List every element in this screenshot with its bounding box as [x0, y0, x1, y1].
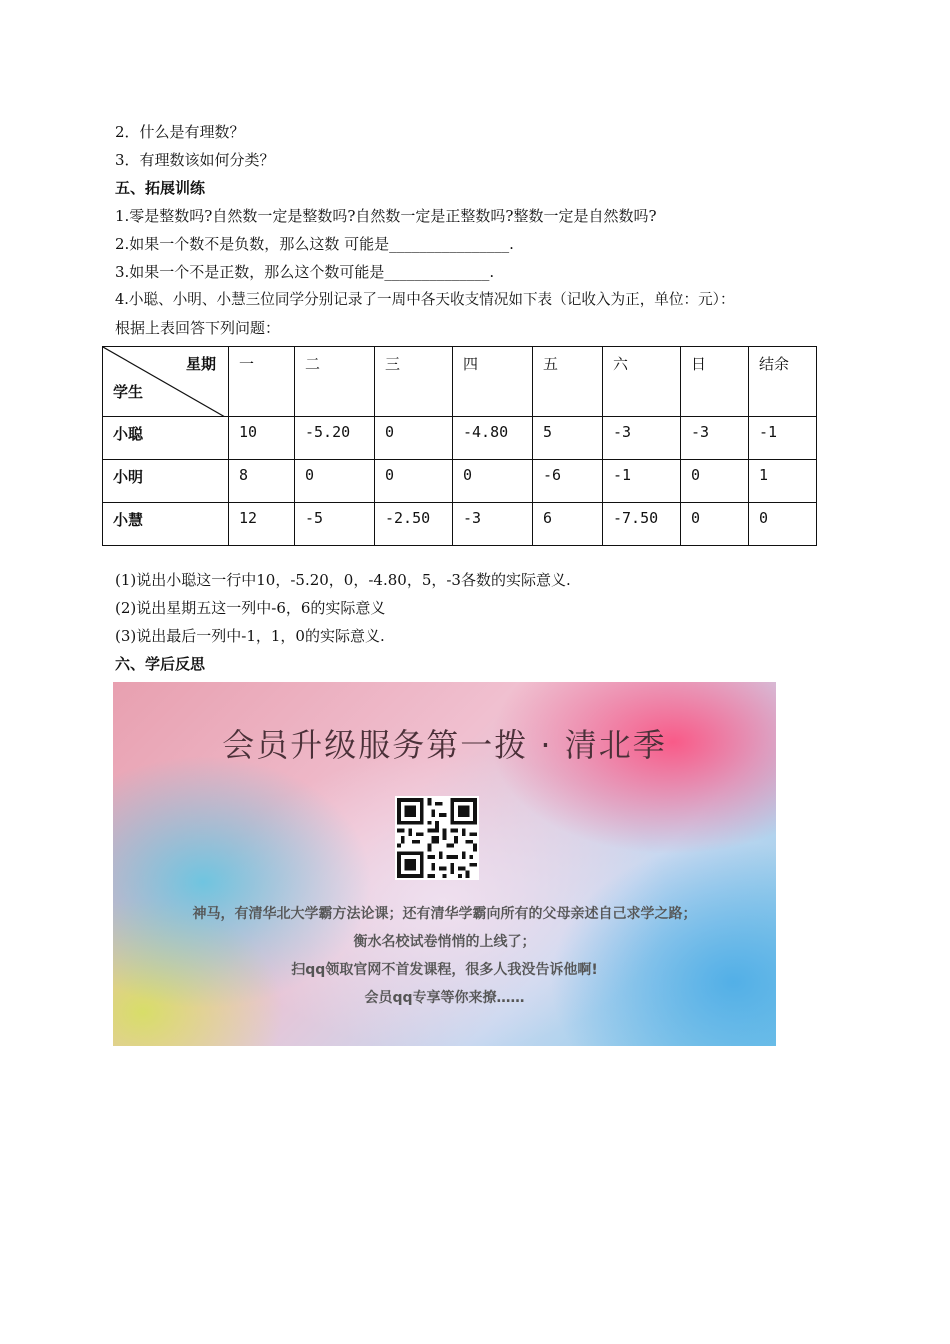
banner-title: 会员升级服务第一拨 · 清北季: [222, 726, 667, 764]
table-cell: 1: [749, 460, 817, 503]
table-row: [103, 460, 817, 503]
question-3: 3．有理数该如何分类？: [115, 151, 275, 169]
header-wed: 三: [375, 347, 453, 417]
table-cell: 6: [533, 503, 603, 546]
table-cell: 10: [229, 417, 295, 460]
exercise-2: 2.如果一个数不是负数，那么这数 可能是________________.: [115, 235, 514, 253]
table-cell: -5: [295, 503, 375, 546]
qr-code-icon[interactable]: [395, 796, 479, 880]
banner-line-2: 衡水名校试卷悄悄的上线了；: [353, 934, 536, 950]
exercise-4: 4.小聪、小明、小慧三位同学分别记录了一周中各天收支情况如下表（记收入为正，单位：元）：: [115, 291, 735, 308]
header-sat: 六: [603, 347, 681, 417]
table-cell: -3: [681, 417, 749, 460]
header-mon: 一: [229, 347, 295, 417]
table-cell: -1: [749, 417, 817, 460]
table-row: [103, 417, 817, 460]
table-cell: -5.20: [295, 417, 375, 460]
table-cell: -6: [533, 460, 603, 503]
table-cell: 5: [533, 417, 603, 460]
sub-question-1: (1)说出小聪这一行中10，-5.20，0，-4.80，5，-3各数的实际意义.: [115, 571, 571, 589]
header-balance: 结余: [749, 347, 817, 417]
table-cell: -2.50: [375, 503, 453, 546]
table-cell: 8: [229, 460, 295, 503]
table-cell: 12: [229, 503, 295, 546]
table-cell: -7.50: [603, 503, 681, 546]
table-cell: 0: [375, 460, 453, 503]
table-cell: 0: [749, 503, 817, 546]
header-tue: 二: [295, 347, 375, 417]
table-cell: -4.80: [453, 417, 533, 460]
table-cell: 0: [295, 460, 375, 503]
header-fri: 五: [533, 347, 603, 417]
header-thu: 四: [453, 347, 533, 417]
table-cell: 0: [681, 460, 749, 503]
header-sun: 日: [681, 347, 749, 417]
question-2: 2．什么是有理数？: [115, 123, 245, 141]
table-cell: -1: [603, 460, 681, 503]
table-row: [103, 503, 817, 546]
exercise-1: 1.零是整数吗?自然数一定是整数吗?自然数一定是正整数吗?整数一定是自然数吗?: [115, 207, 657, 225]
section-6-heading: 六、学后反思: [115, 655, 206, 673]
section-5-heading: 五、拓展训练: [115, 179, 206, 197]
banner-line-3: 扫qq领取官网不首发课程，很多人我没告诉他啊!: [291, 962, 598, 978]
table-cell: -3: [603, 417, 681, 460]
table-cell: 0: [681, 503, 749, 546]
table-intro: 根据上表回答下列问题：: [115, 319, 281, 337]
student-name: 小明: [103, 460, 229, 503]
student-name: 小慧: [103, 503, 229, 546]
sub-question-3: (3)说出最后一列中-1，1，0的实际意义.: [115, 627, 385, 645]
banner-line-4: 会员qq专享等你来撩……: [364, 990, 525, 1006]
corner-weekday-label: 星期: [185, 355, 216, 373]
exercise-3: 3.如果一个不是正数，那么这个数可能是______________.: [115, 263, 495, 281]
corner-student-label: 学生: [113, 383, 144, 401]
banner-line-1: 神马，有清华北大学霸方法论课；还有清华学霸向所有的父母亲述自己求学之路；: [192, 906, 697, 922]
income-expense-table: [102, 346, 817, 546]
table-cell: -3: [453, 503, 533, 546]
table-cell: 0: [453, 460, 533, 503]
sub-question-2: (2)说出星期五这一列中-6，6的实际意义: [115, 599, 386, 617]
table-cell: 0: [375, 417, 453, 460]
student-name: 小聪: [103, 417, 229, 460]
table-corner-cell: [103, 347, 229, 417]
promo-banner[interactable]: [113, 682, 776, 1046]
